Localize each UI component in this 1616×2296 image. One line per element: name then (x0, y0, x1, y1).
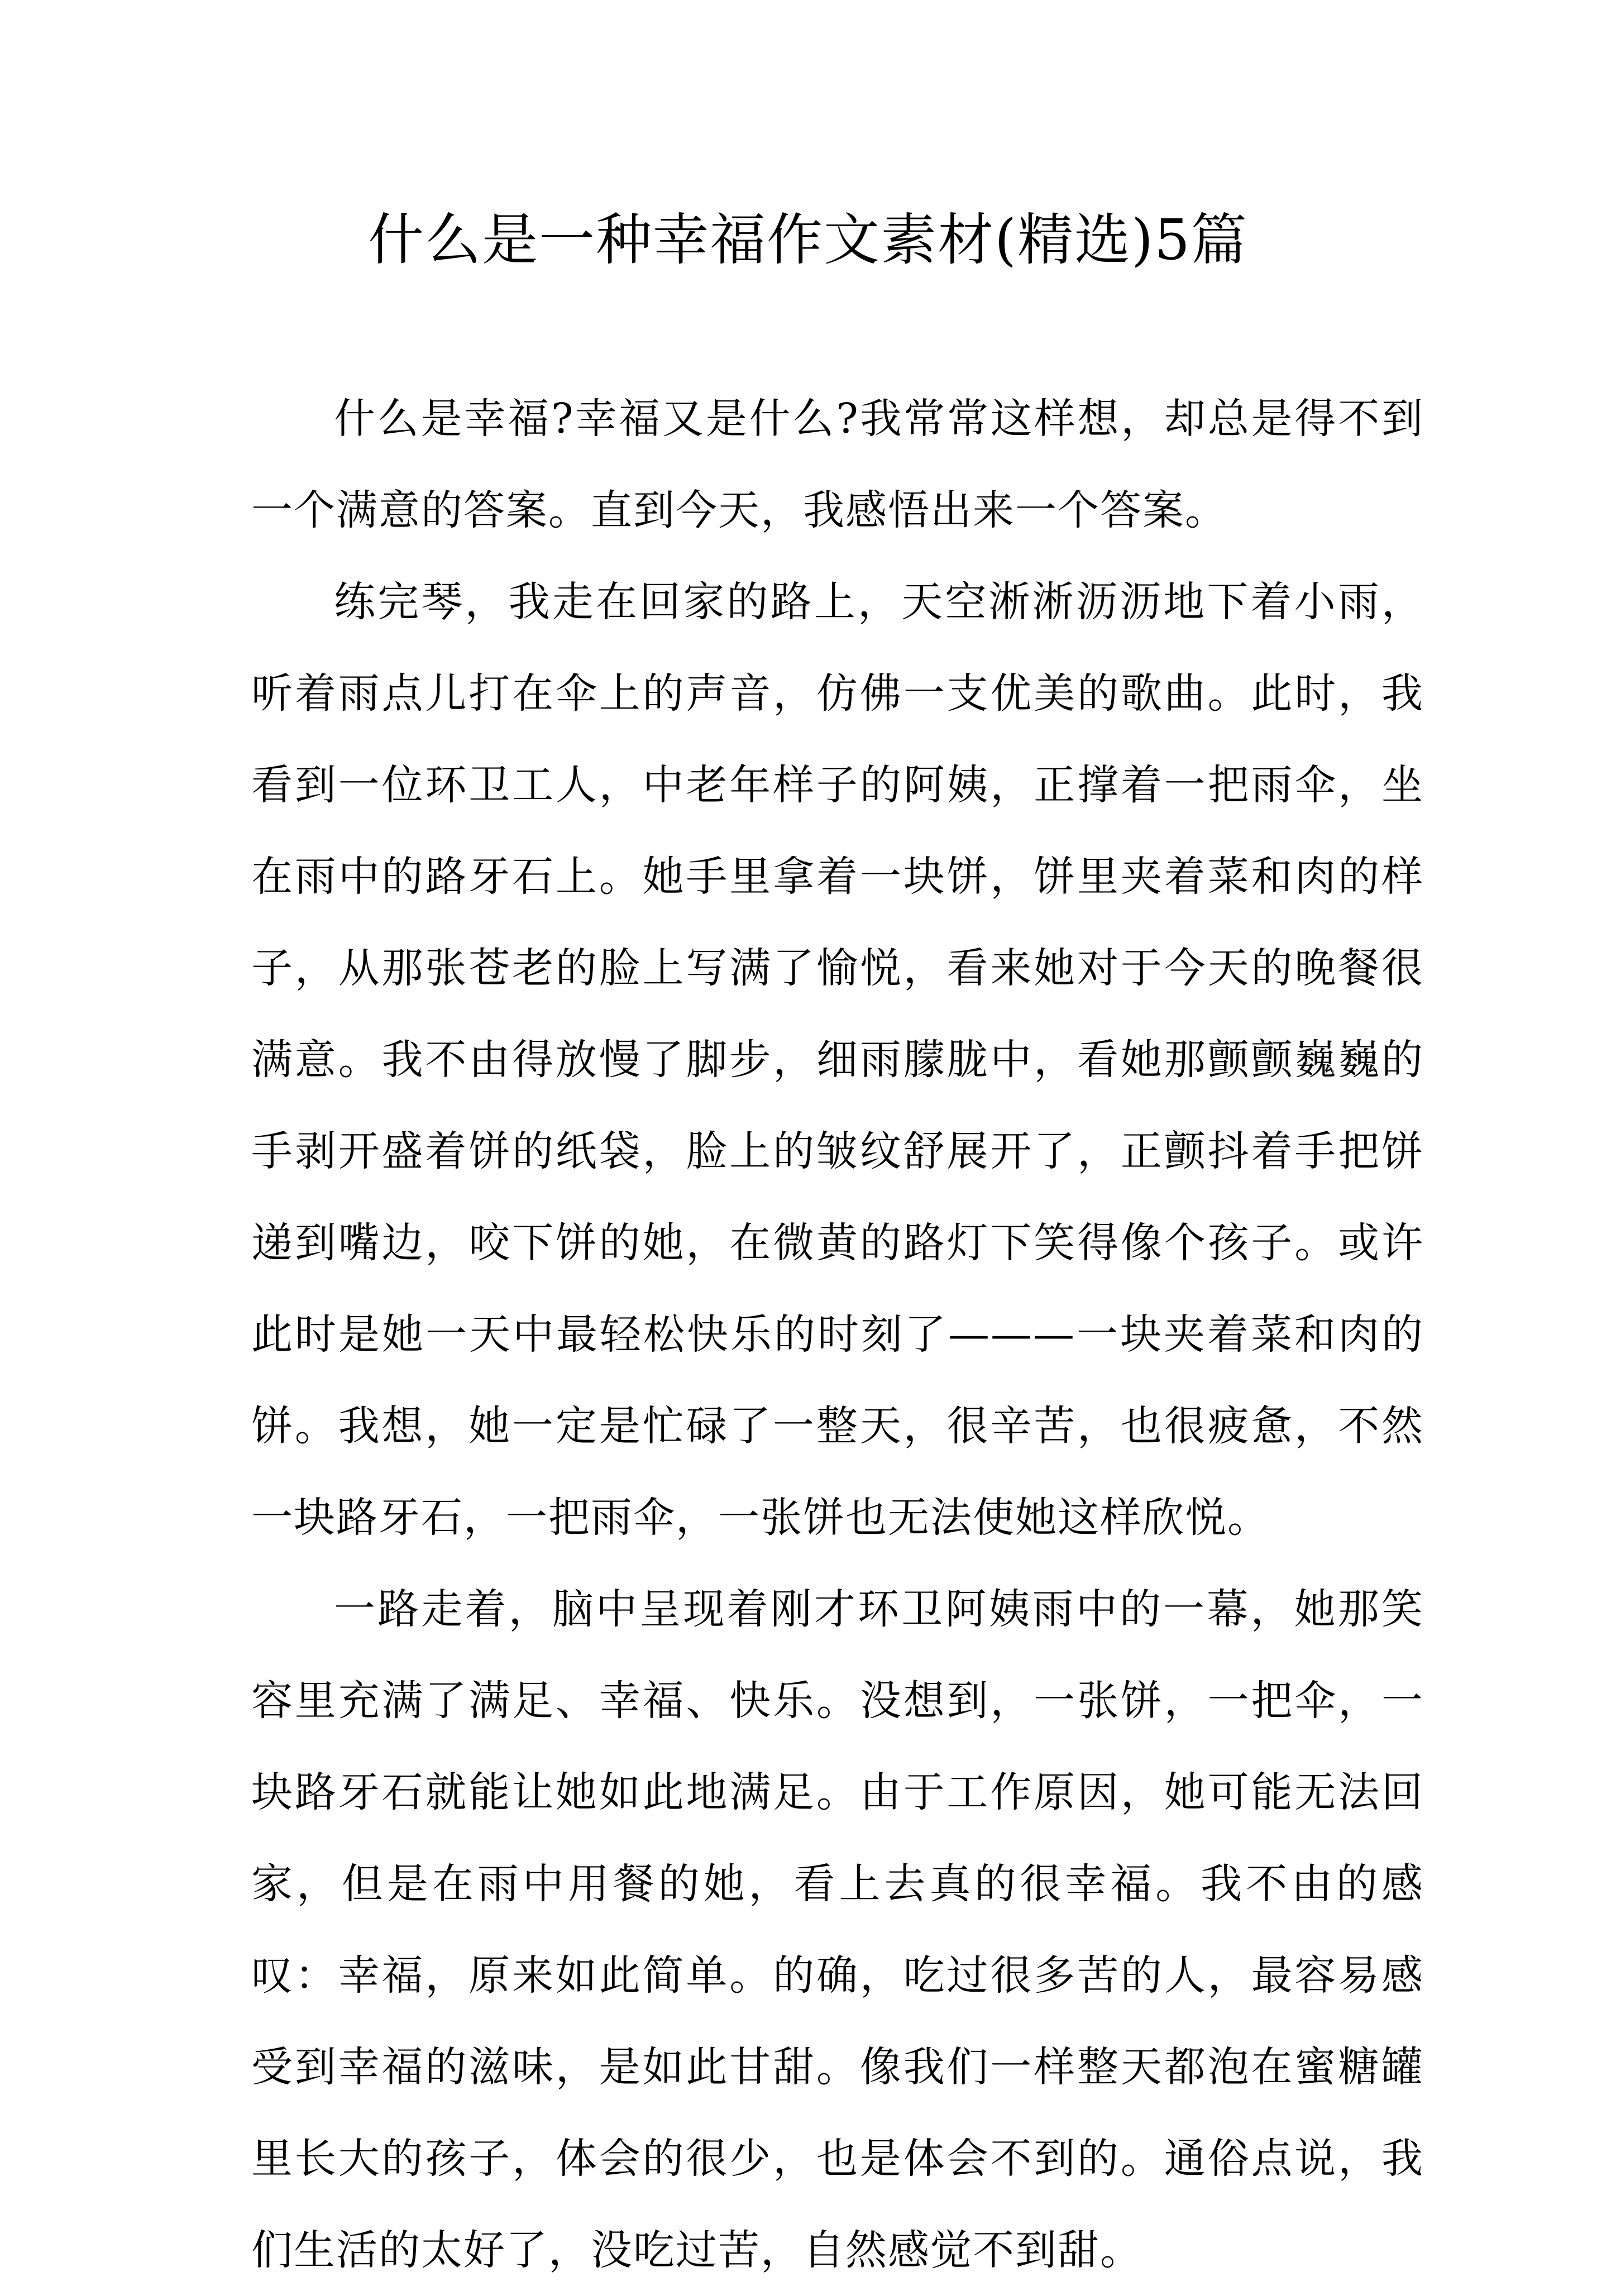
paragraph-3: 一路走着，脑中呈现着刚才环卫阿姨雨中的一幕，她那笑容里充满了满足、幸福、快乐。没想到，一张饼，一把伞，一块路牙石就能让她如此地满足。由于工作原因，她可能无法回家，但是在雨中用餐的她，看上去真的很幸福。我不由的感叹：幸福，原来如此简单。的确，吃过很多苦的人，最容易感受到幸福的滋味，是如此甘甜。像我们一样整天都泡在蜜糖罐里长大的孩子，体会的很少，也是体会不到的。通俗点说，我们生活的太好了，没吃过苦，自然感觉不到甜。 (251, 1585, 1424, 2274)
document-body (251, 373, 1424, 2296)
paragraph-1: 什么是幸福?幸福又是什么?我常常这样想，却总是得不到一个满意的答案。直到今天，我感悟出来一个答案。 (251, 395, 1424, 534)
document-title: 什么是一种幸福作文素材(精选)5篇 (368, 207, 1248, 272)
paragraph-2: 练完琴，我走在回家的路上，天空淅淅沥沥地下着小雨，听着雨点儿打在伞上的声音，仿佛一支优美的歌曲。此时，我看到一位环卫工人，中老年样子的阿姨，正撑着一把雨伞，坐在雨中的路牙石上。她手里拿着一块饼，饼里夹着菜和肉的样子，从那张苍老的脸上写满了愉悦，看来她对于今天的晚餐很满意。我不由得放慢了脚步，细雨朦胧中，看她那颤颤巍巍的手剥开盛着饼的纸袋，脸上的皱纹舒展开了，正颤抖着手把饼递到嘴边，咬下饼的她，在微黄的路灯下笑得像个孩子。或许此时是她一天中最轻松快乐的时刻了———一块夹着菜和肉的饼。我想，她一定是忙碌了一整天，很辛苦，也很疲惫，不然一块路牙石，一把雨伞，一张饼也无法使她这样欣悦。 (251, 578, 1424, 1542)
